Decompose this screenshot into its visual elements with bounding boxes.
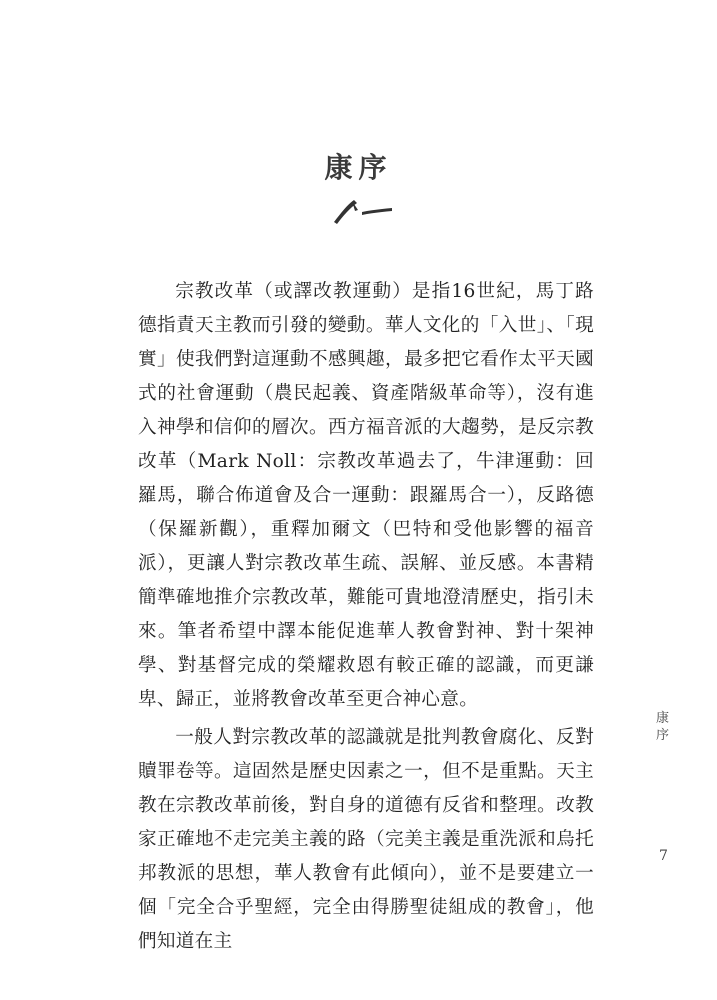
- paragraph-1: 宗教改革（或譯改教運動）是指16世紀，馬丁路德指責天主教而引發的變動。華人文化的「入世」、「現實」使我們對這運動不感興趣，最多把它看作太平天國式的社會運動（農民起義、資產階級革命等），沒有進入神學和信仰的層次。西方福音派的大趨勢，是反宗教改革（Mark Noll：宗教改革過去了，牛津運動：回羅馬，聯合佈道會及合一運動：跟羅馬合一），反路德（保羅新觀），重釋加爾文（巴特和受他影響的福音派），更讓人對宗教改革生疏、誤解、並反感。本書精簡準確地推介宗教改革，難能可貴地澄清歷史，指引未來。筆者希望中譯本能促進華人教會對神、對十架神學、對基督完成的榮耀救恩有較正確的認識，而更謙卑、歸正，並將教會改革至更合神心意。: [138, 281, 594, 710]
- running-header-char: 康: [656, 711, 670, 726]
- page-title: 康序: [324, 151, 393, 184]
- running-header-char: 序: [656, 728, 670, 743]
- body-text: [138, 275, 594, 959]
- page-number: 7: [659, 848, 668, 864]
- title-ornament-icon: [332, 195, 394, 225]
- running-header: [656, 710, 669, 744]
- paragraph-2: 一般人對宗教改革的認識就是批判教會腐化、反對贖罪卷等。這固然是歷史因素之一，但不是重點。天主教在宗教改革前後，對自身的道德有反省和整理。改教家正確地不走完美主義的路（完美主義是重洗派和烏托邦教派的思想，華人教會有此傾向），並不是要建立一個「完全合乎聖經，完全由得勝聖徒組成的教會」，他們知道在主: [138, 727, 594, 952]
